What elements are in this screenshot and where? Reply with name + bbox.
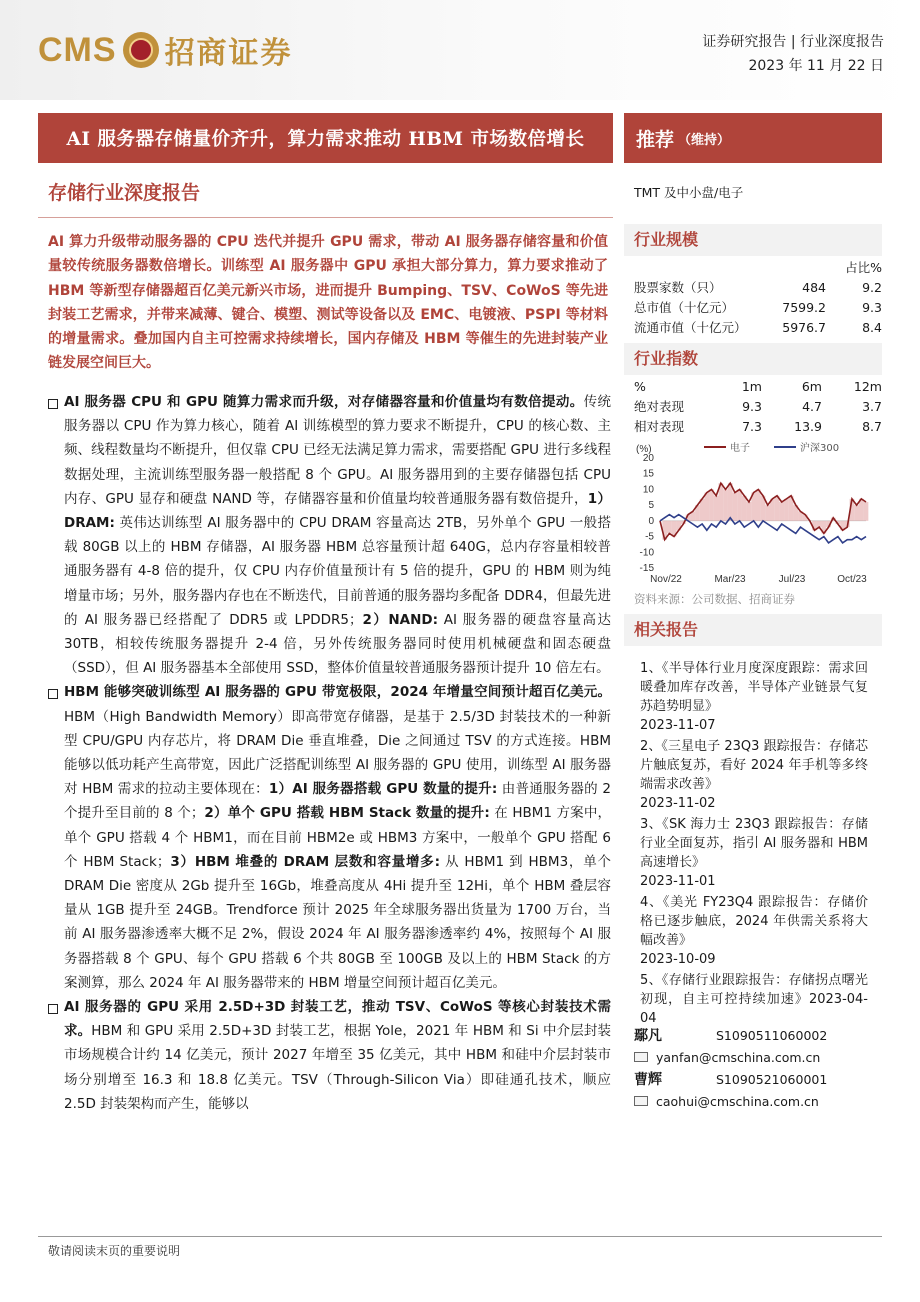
sector-label: TMT 及中小盘/电子 <box>634 185 744 200</box>
report-item[interactable] <box>640 971 868 1028</box>
bullet-body: 由普通服务器的 2 个提升至目前的 8 个； <box>64 781 611 822</box>
index-chart-svg <box>634 442 878 592</box>
mail-icon <box>634 1096 648 1106</box>
rating-label: 推荐 <box>636 128 675 151</box>
row-label: 绝对表现 <box>634 399 685 414</box>
series-area-bar <box>667 521 672 534</box>
series-area-bar <box>779 502 784 521</box>
related-reports-header <box>624 614 882 646</box>
x-tick-label: Nov/22 <box>650 574 682 585</box>
cell: 7.3 <box>742 419 762 434</box>
bullet-body: 从 HBM1 到 HBM3，单个 DRAM Die 密度从 2Gb 提升至 16Gb，堆叠高度从 4Hi 提升至 12Hi，单个 HBM 叠层容量从 1GB 提升至 24GB。Trendforce 预计 2025 年全球服务器出货量为 1700 万台，当前 AI 服务器渗透率大概不足 2%，假设 2024 年 AI 服务器渗透率约 4%，按照每个 AI 服务器搭载 8 个 GPU、每个 GPU 搭载 6 个共 80GB 至 100GB 及以上的 HBM Stack 的方案测算，那么 2024 年 AI 服务器带来的 HBM 增量空间预计超百亿美元。 <box>64 853 611 991</box>
report-item[interactable] <box>640 737 868 813</box>
y-tick-label: 10 <box>642 484 654 496</box>
bullet-body: HBM 和 GPU 采用 2.5D+3D 封装工艺，根据 Yole，2021 年 HBM 和 Si 中介层封装市场规模合计约 14 亿美元，预计 2027 年增至 35 亿美元，其中 HBM 和硅中介层封装市场分别增至 16.3 和 18.8 亿美元。TSV（Through-Silicon Via）即硅通孔技术，顺应 2.5D 封装架构而产生，能够以 <box>64 1023 611 1112</box>
series-area-bar <box>742 496 747 521</box>
mail-icon <box>634 1052 648 1062</box>
y-tick-label: 15 <box>642 468 654 480</box>
row-value: 484 <box>802 280 826 295</box>
footer-divider <box>38 1236 882 1237</box>
summary-paragraph: AI 算力升级带动服务器的 CPU 迭代并提升 GPU 需求，带动 AI 服务器存储容量和价值量较传统服务器数倍增长。训练型 AI 服务器中 GPU 承担大部分算力，算力要求推动了 HBM 等新型存储器超百亿美元新兴市场，进而提升 Bumping、TSV、CoWoS 等先进封装工艺需求，并带来减薄、键合、模塑、测试等设备以及 EMC、电镀液、PSPI 等材料的增量需求。叠加国内自主可控需求持续增长，国内存储及 HBM 等催生的先进封装产业链发展空间巨大。 <box>48 234 608 372</box>
report-item[interactable] <box>640 815 868 891</box>
report-text: 1、《半导体行业月度深度跟踪：需求回暖叠加库存改善，半导体产业链景气复苏趋势明显》 <box>640 661 868 714</box>
cell: 3.7 <box>862 399 882 414</box>
scale-unit-header: 占比% <box>845 260 882 275</box>
bullet-bold: 1）AI 服务器搭载 GPU 数量的提升: <box>268 781 498 798</box>
bullet-list <box>48 390 611 1116</box>
scale-heading: 行业规模 <box>624 224 882 256</box>
bullet-body: 英伟达训练型 AI 服务器中的 CPU DRAM 容量高达 2TB，另外单个 GPU 一般搭载 80GB 以上的 HBM 存储器，AI 服务器 HBM 总容量预计超 640G，总内存容量相较普通服务器有 4-8 倍的提升，仅 CPU 内存价值量预计有 5 倍的提升，GPU 的 HBM 则为纯增量市场；另外，服务器内存也在不断迭代，目前普通的服务器均多配备 DDR4，但最先进的 AI 服务器已经搭配了 DDR5 或 LPDDR5； <box>64 515 611 628</box>
related-reports <box>640 659 868 1030</box>
doc-type: 证券研究报告 | 行业深度报告 <box>702 34 884 50</box>
series-area-bar <box>784 499 789 521</box>
series-area-bar <box>723 489 728 520</box>
report-item[interactable] <box>640 659 868 735</box>
col-header: 1m <box>741 379 762 394</box>
chart-source: 资料来源：公司数据、招商证券 <box>634 592 795 606</box>
table-header <box>634 377 882 397</box>
report-text: 4、《美光 FY23Q4 跟踪报告：存储价格已逐步触底，2024 年供需关系将大幅改善》 <box>640 895 868 948</box>
row-label: 总市值（十亿元） <box>634 300 735 315</box>
table-row <box>634 318 882 338</box>
report-text: 3、《SK 海力士 23Q3 跟踪报告：存储行业全面复苏，指引 AI 服务器和 HBM 高速增长》 <box>640 817 868 870</box>
analyst-name: 曹辉 <box>634 1072 662 1088</box>
series-area-bar <box>854 505 859 521</box>
bullet-item <box>48 680 611 995</box>
x-tick-label: Jul/23 <box>778 574 806 585</box>
report-date: 2023 年 11 月 22 日 <box>748 58 884 74</box>
bullet-lead: AI 服务器 CPU 和 GPU 随算力需求而升级，对存储器容量和价值量均有数倍提动。 <box>64 394 584 410</box>
cell: 9.3 <box>742 399 762 414</box>
report-title: AI 服务器存储量价齐升，算力需求推动 HBM 市场数倍增长 <box>38 113 613 163</box>
logo-text: CMS <box>38 30 117 69</box>
analyst-license: S1090511060002 <box>716 1027 828 1043</box>
legend-label: 电子 <box>730 443 750 454</box>
logo-chinese-name: 招商证券 <box>164 36 293 71</box>
series-area-bar <box>733 493 738 521</box>
y-tick-label: -10 <box>639 547 654 559</box>
report-text: 2、《三星电子 23Q3 跟踪报告：存储芯片触底复苏，看好 2024 年手机等多终端需求改善》 <box>640 739 868 792</box>
bullet-bold: 2）单个 GPU 搭载 HBM Stack 数量的提升: <box>204 805 490 822</box>
report-date: 2023-11-07 <box>640 718 716 733</box>
report-subtitle: 存储行业深度报告 <box>48 182 201 204</box>
series-area-bar <box>709 489 714 520</box>
index-chart <box>634 442 878 592</box>
company-logo <box>38 28 293 72</box>
row-value: 7599.2 <box>782 300 826 315</box>
rating-bar <box>624 113 882 163</box>
cell: 4.7 <box>802 399 822 414</box>
report-text: 5、《存储行业跟踪报告：存储拐点曙光初现，自主可控持续加速》 <box>640 973 868 1007</box>
legend-label: 沪深300 <box>800 443 840 454</box>
col-header: 12m <box>853 379 882 394</box>
industry-scale <box>624 224 882 338</box>
bullet-lead: HBM 能够突破训练型 AI 服务器的 GPU 带宽极限，2024 年增量空间预计超百亿美元。 <box>64 684 611 701</box>
row-label: 相对表现 <box>634 419 685 434</box>
y-tick-label: 5 <box>648 500 654 512</box>
index-heading: 行业指数 <box>624 343 882 375</box>
series-area-bar <box>704 493 709 521</box>
report-date: 2023-04-04 <box>640 992 868 1026</box>
report-date: 2023-10-09 <box>640 952 716 967</box>
divider <box>38 217 613 218</box>
scale-table <box>634 258 882 338</box>
series-area-bar <box>728 483 733 521</box>
y-tick-label: -5 <box>645 531 654 543</box>
analyst-name: 鄢凡 <box>634 1028 662 1044</box>
row-pct: 9.2 <box>862 280 882 295</box>
y-tick-label: 20 <box>642 453 654 464</box>
y-axis-label: (%) <box>636 444 652 455</box>
analyst-email[interactable]: yanfan@cmschina.com.cn <box>656 1049 821 1065</box>
x-tick-label: Mar/23 <box>714 574 746 585</box>
series-area-bar <box>756 489 761 520</box>
y-tick-label: -15 <box>639 563 654 574</box>
col-header: 6m <box>801 379 822 394</box>
footer-note: 敬请阅读末页的重要说明 <box>48 1244 181 1258</box>
series-area-bar <box>737 489 742 520</box>
x-tick-label: Oct/23 <box>837 574 867 585</box>
report-date: 2023-11-02 <box>640 796 716 811</box>
series-area-bar <box>765 505 770 521</box>
cell: 8.7 <box>862 419 882 434</box>
bullet-lead: AI 服务器的 GPU 采用 2.5D+3D 封装工艺，推动 TSV、CoWoS 等核心封装技术需求。 <box>64 999 611 1040</box>
bullet-item <box>48 995 611 1116</box>
bullet-body: AI 服务器的硬盘容量高达 30TB，相较传统服务器提升 2-4 倍，另外传统服务器同时使用机械硬盘和固态硬盘（SSD），但 AI 服务器基本全部使用 SSD，整体价值量较普通服务器预计提升 10 倍左右。 <box>64 611 612 677</box>
bullet-body: HBM（High Bandwidth Memory）即高带宽存储器，是基于 2.5/3D 封装技术的一种新型 CPU/GPU 内存芯片，将 DRAM Die 垂直堆叠，Die 之间通过 TSV 的方式连接。HBM 能够以低功耗产生高带宽，因此广泛搭配训练型 AI 服务器的 GPU 使用，训练型 AI 服务器对 HBM 需求的拉动主要体现在： <box>64 708 611 798</box>
row-label: 股票家数（只） <box>634 280 722 295</box>
table-row <box>634 417 882 437</box>
table-row <box>634 298 882 318</box>
cell: 13.9 <box>794 419 822 434</box>
report-meta <box>702 30 884 78</box>
row-label: 流通市值（十亿元） <box>634 320 747 335</box>
series-area-bar <box>747 502 752 521</box>
row-pct: 9.3 <box>862 300 882 315</box>
table-row <box>634 278 882 298</box>
table-row <box>634 397 882 417</box>
analyst-email[interactable]: caohui@cmschina.com.cn <box>656 1093 819 1109</box>
logo-emblem-icon <box>123 32 159 68</box>
series-area-bar <box>864 502 869 521</box>
col-header: % <box>634 379 646 394</box>
analyst-block <box>634 1024 874 1112</box>
bullet-body: 在 HBM1 方案中，单个 GPU 搭载 4 个 HBM1，而在目前 HBM2e 或 HBM3 方案中，一般单个 GPU 搭配 6 个 HBM Stack； <box>64 805 611 870</box>
bullet-body: 传统服务器以 CPU 作为算力核心，随着 AI 训练模型的算力要求不断提升，CPU 的核心数、主频、线程数量均不断提升，但仅靠 CPU 已经无法满足算力需求，需要搭配 GPU 进行多线程数据处理，主流训练型服务器一般搭配 8 个 GPU。AI 服务器用到的主要存储器包括 CPU 内存、GPU 显存和硬盘 NAND 等，存储器容量和价值量均较普通服务器有数倍提升， <box>64 394 612 507</box>
series-area-bar <box>714 496 719 521</box>
index-table <box>634 377 882 437</box>
bullet-bold: 3）HBM 堆叠的 DRAM 层数和容量增多: <box>170 853 440 870</box>
bullet-item <box>48 390 611 680</box>
analyst-license: S1090521060001 <box>716 1071 828 1087</box>
bullet-bold: 1）DRAM: <box>64 490 611 532</box>
bullet-bold: 2）NAND: <box>362 611 438 628</box>
series-area-bar <box>775 496 780 521</box>
row-pct: 8.4 <box>862 320 882 335</box>
row-value: 5976.7 <box>782 320 826 335</box>
y-tick-label: 0 <box>648 515 654 527</box>
industry-index <box>624 343 882 437</box>
report-item[interactable] <box>640 893 868 969</box>
report-date: 2023-11-01 <box>640 874 716 889</box>
related-heading: 相关报告 <box>624 614 882 646</box>
rating-note: （维持） <box>678 132 731 148</box>
